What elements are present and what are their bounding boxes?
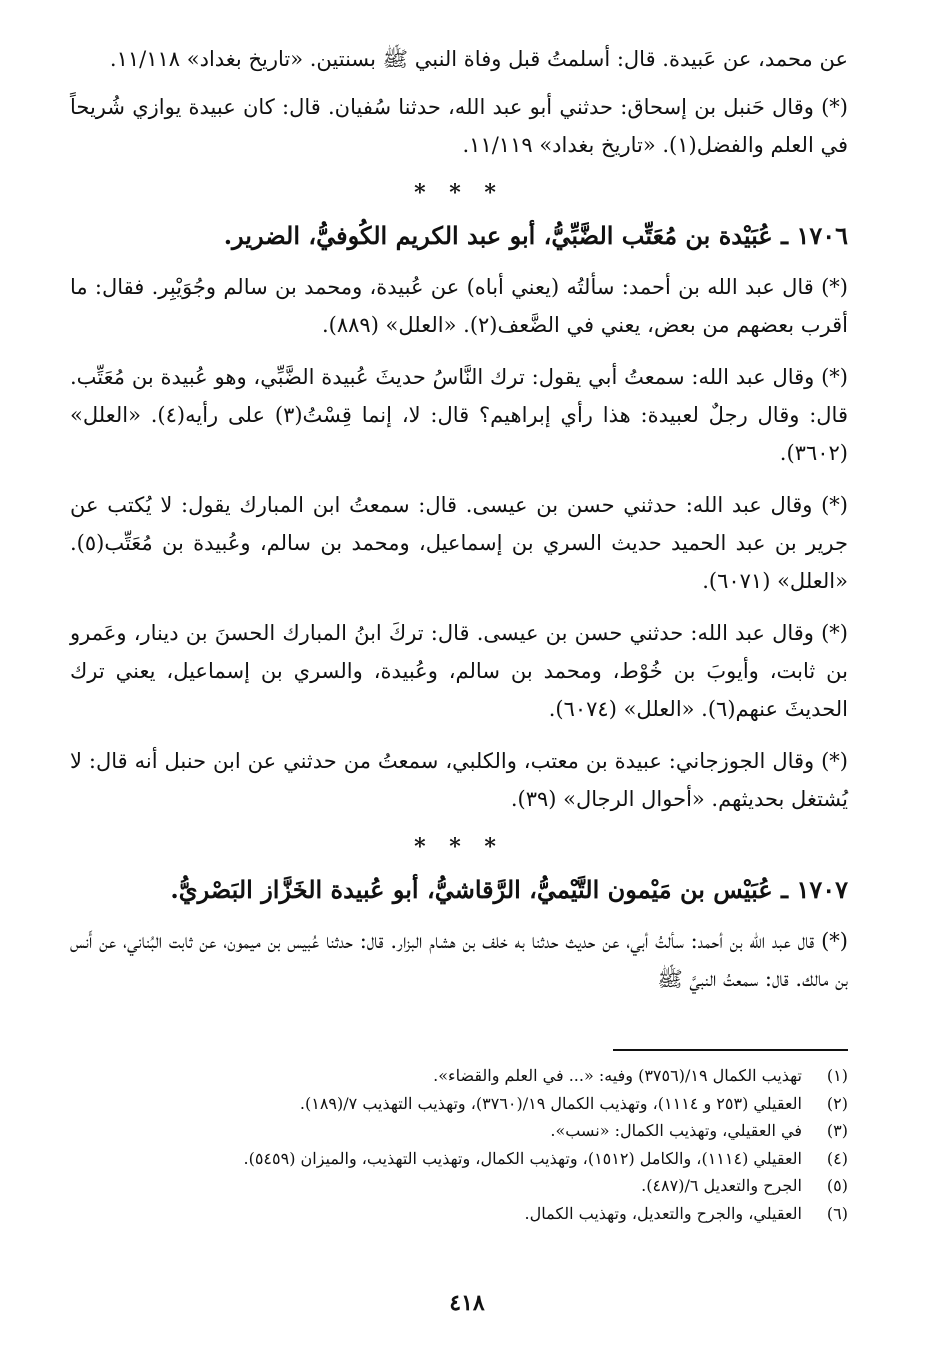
footnote-number: (٣) bbox=[826, 1121, 848, 1140]
footnote-number: (٤) bbox=[826, 1148, 848, 1168]
footnote bbox=[78, 1172, 848, 1200]
footnote bbox=[78, 1117, 848, 1145]
footnote-number: (٢) bbox=[826, 1093, 848, 1113]
entry-heading-1706: ١٧٠٦ ـ عُبَيْدة بن مُعَتِّب الضَّبِّيُّ، أبو عبد الكريم الكُوفيُّ، الضرير. bbox=[223, 221, 848, 250]
entry-1706-paragraph-2: (*) وقال عبد الله: سمعتُ أبي يقول: ترك النَّاسُ حديثَ عُبيدة الضَّبِّي، وهو عُبيدة بن مُعَتِّب. قال: وقال رجلٌ لعبيدة: هذا رأي إبراهيم؟ قال: لا، إنما قِسْتُ(٣) على رأيه(٤). «العلل» (٣٦٠٢). bbox=[70, 365, 848, 465]
footnote-text: في العقيلي، وتهذيب الكمال: «نسب». bbox=[550, 1121, 802, 1140]
footnote-text: العقيلي (١١١٤)، والكامل (١٥١٢)، وتهذيب الكمال، وتهذيب التهذيب، والميزان (٥٤٥٩). bbox=[243, 1148, 802, 1168]
footnote bbox=[78, 1090, 848, 1118]
footnote-divider bbox=[613, 1049, 848, 1051]
page-number: ٤١٨ bbox=[449, 1290, 485, 1316]
footnote-text: العقيلي (٢٥٣ و ١١١٤)، وتهذيب الكمال ١٩/(٣٧٦٠)، وتهذيب التهذيب ٧/(١٨٩). bbox=[299, 1093, 802, 1113]
entry-heading-1707: ١٧٠٧ ـ عُبَيْس بن مَيْمون التَّيْميُّ، الرَّقاشيُّ، أبو عُبيدة الخَزَّاز البَصْريُّ. bbox=[170, 875, 848, 904]
continuation-paragraph: عن محمد، عن عَبيدة. قال: أسلمتُ قبل وفاة النبي ﷺ بسنتين. «تاريخ بغداد» ١١/١١٨. bbox=[109, 47, 848, 71]
entry-1706-paragraph-1: (*) قال عبد الله بن أحمد: سألتُه (يعني أباه) عن عُبيدة، ومحمد بن سالم وجُوَيْبِر. فقال: ما أقرب بعضهم من بعض، يعني في الضَّعف(٢). «العلل» (٨٨٩). bbox=[70, 275, 848, 337]
entry-1707-paragraph-1: (*) قال عبد الله بن أحمد: سألتُ أبي، عن حديث حدثنا به خلف بن هشام البزار. قال: حدثنا عُبيس بن ميمون، عن ثابت البُناني، عن أَنس بن مالك. قال: سمعتُ النبيَّ ﷺ bbox=[70, 929, 848, 991]
footnote bbox=[78, 1200, 848, 1228]
entry-1706-paragraph-5: (*) وقال الجوزجاني: عبيدة بن معتب، والكلبي، سمعتُ من حدثني عن ابن حنبل أنه قال: لا يُشتغل بحديثهم. «أحوال الرجال» (٣٩). bbox=[70, 749, 848, 811]
footnote-text: الجرح والتعديل ٦/(٤٨٧). bbox=[641, 1176, 802, 1195]
footnote bbox=[78, 1062, 848, 1090]
section-separator: * * * bbox=[414, 834, 504, 860]
footnote-number: (٦) bbox=[826, 1203, 848, 1223]
hanbal-paragraph: (*) وقال حَنبل بن إسحاق: حدثني أبو عبد الله، حدثنا سُفيان. قال: كان عبيدة يوازي شُريحاً في العلم والفضل(١). «تاريخ بغداد» ١١/١١٩. bbox=[70, 95, 848, 157]
footnote-number: (٥) bbox=[826, 1176, 848, 1195]
page-body bbox=[70, 40, 848, 1012]
footnote-number: (١) bbox=[826, 1066, 848, 1085]
entry-1706-paragraph-3: (*) وقال عبد الله: حدثني حسن بن عيسى. قال: سمعتُ ابن المبارك يقول: لا يُكتب عن جرير بن عبد الحميد حديث السري بن إسماعيل، ومحمد بن سالم، وعُبيدة بن مُعَتِّب(٥). «العلل» (٦٠٧١). bbox=[70, 493, 848, 593]
section-separator: * * * bbox=[414, 180, 504, 206]
entry-1706-paragraph-4: (*) وقال عبد الله: حدثني حسن بن عيسى. قال: تركَ ابنُ المبارك الحسنَ بن دينار، وعَمرو بن ثابت، وأيوبَ بن خُوْط، ومحمد بن سالم، وعُبيدة، والسري بن إسماعيل، يعني ترك الحديثَ عنهم(٦). «العلل» (٦٠٧٤). bbox=[70, 621, 848, 721]
footnote bbox=[78, 1145, 848, 1173]
footnote-text: العقيلي، والجرح والتعديل، وتهذيب الكمال. bbox=[524, 1203, 802, 1223]
footnotes bbox=[78, 1062, 848, 1227]
footnote-text: تهذيب الكمال ١٩/(٣٧٥٦) وفيه: «... في العلم والقضاء». bbox=[433, 1066, 802, 1085]
